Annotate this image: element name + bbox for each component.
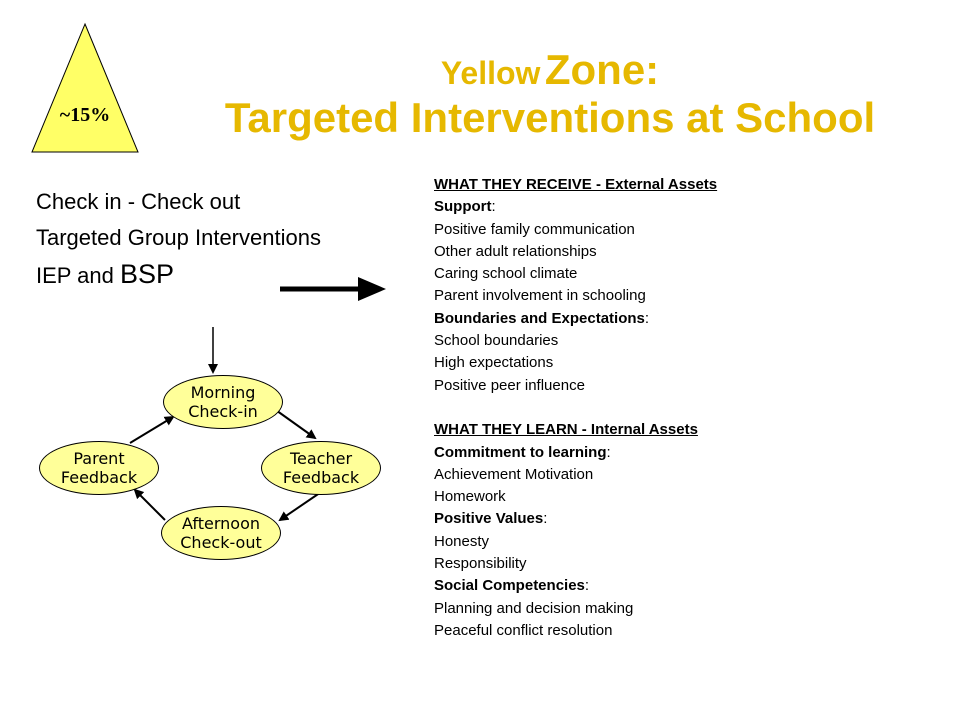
learn-header: WHAT THEY LEARN - Internal Assets xyxy=(434,421,698,439)
list-item: Positive family communication xyxy=(434,220,635,238)
list-item: Caring school climate xyxy=(434,265,578,283)
learn-category: Social Competencies xyxy=(434,577,585,595)
assets-column xyxy=(434,174,954,642)
pyramid-triangle xyxy=(30,22,140,154)
title-word-yellow: Yellow xyxy=(440,55,541,91)
list-item: Positive peer influence xyxy=(434,376,585,394)
receive-category: Support xyxy=(434,198,492,216)
learn-category: Commitment to learning xyxy=(434,443,607,461)
list-item: Planning and decision making xyxy=(434,599,634,617)
learn-category-row: Positive Values: xyxy=(434,510,548,528)
cycle-arrow-icon xyxy=(130,417,173,443)
receive-category-row: Support: xyxy=(434,198,496,216)
intervention-item: Targeted Group Interventions xyxy=(36,225,321,250)
teacher-feedback-node: Teacher Feedback xyxy=(261,441,381,495)
cycle-arrow-icon xyxy=(135,490,165,520)
list-item: Responsibility xyxy=(434,555,527,573)
receive-category-row: Boundaries and Expectations: xyxy=(434,309,650,327)
list-item: Homework xyxy=(434,488,506,506)
cycle-arrow-icon xyxy=(273,408,315,438)
receive-header: WHAT THEY RECEIVE - External Assets xyxy=(434,176,718,193)
title-subline: Targeted Interventions at School xyxy=(224,94,876,142)
learn-category-row: Commitment to learning: xyxy=(434,443,611,461)
receive-category: Boundaries and Expectations xyxy=(434,309,645,327)
cicp-cycle-diagram xyxy=(30,320,390,570)
spacer xyxy=(434,397,954,419)
learn-category-row: Social Competencies: xyxy=(434,577,590,595)
parent-feedback-node: Parent Feedback xyxy=(39,441,159,495)
list-item: School boundaries xyxy=(434,332,559,350)
learn-category: Positive Values xyxy=(434,510,544,528)
list-item: Honesty xyxy=(434,532,490,550)
bsp-label: BSP xyxy=(120,259,175,289)
iep-prefix: IEP and xyxy=(36,263,114,288)
list-item: High expectations xyxy=(434,354,554,372)
morning-checkin-node: Morning Check-in xyxy=(163,375,283,429)
list-item: Parent involvement in schooling xyxy=(434,287,646,305)
slide-title xyxy=(140,46,960,143)
list-item: Peaceful conflict resolution xyxy=(434,621,613,639)
title-word-zone: Zone: xyxy=(544,46,660,93)
right-arrow-icon xyxy=(278,274,388,304)
list-item: Achievement Motivation xyxy=(434,465,594,483)
list-item: Other adult relationships xyxy=(434,242,597,260)
pyramid-percent-label: ~15% xyxy=(59,104,111,126)
pyramid xyxy=(30,22,140,154)
intervention-item: Check in - Check out xyxy=(36,189,241,214)
afternoon-checkout-node: Afternoon Check-out xyxy=(161,506,281,560)
